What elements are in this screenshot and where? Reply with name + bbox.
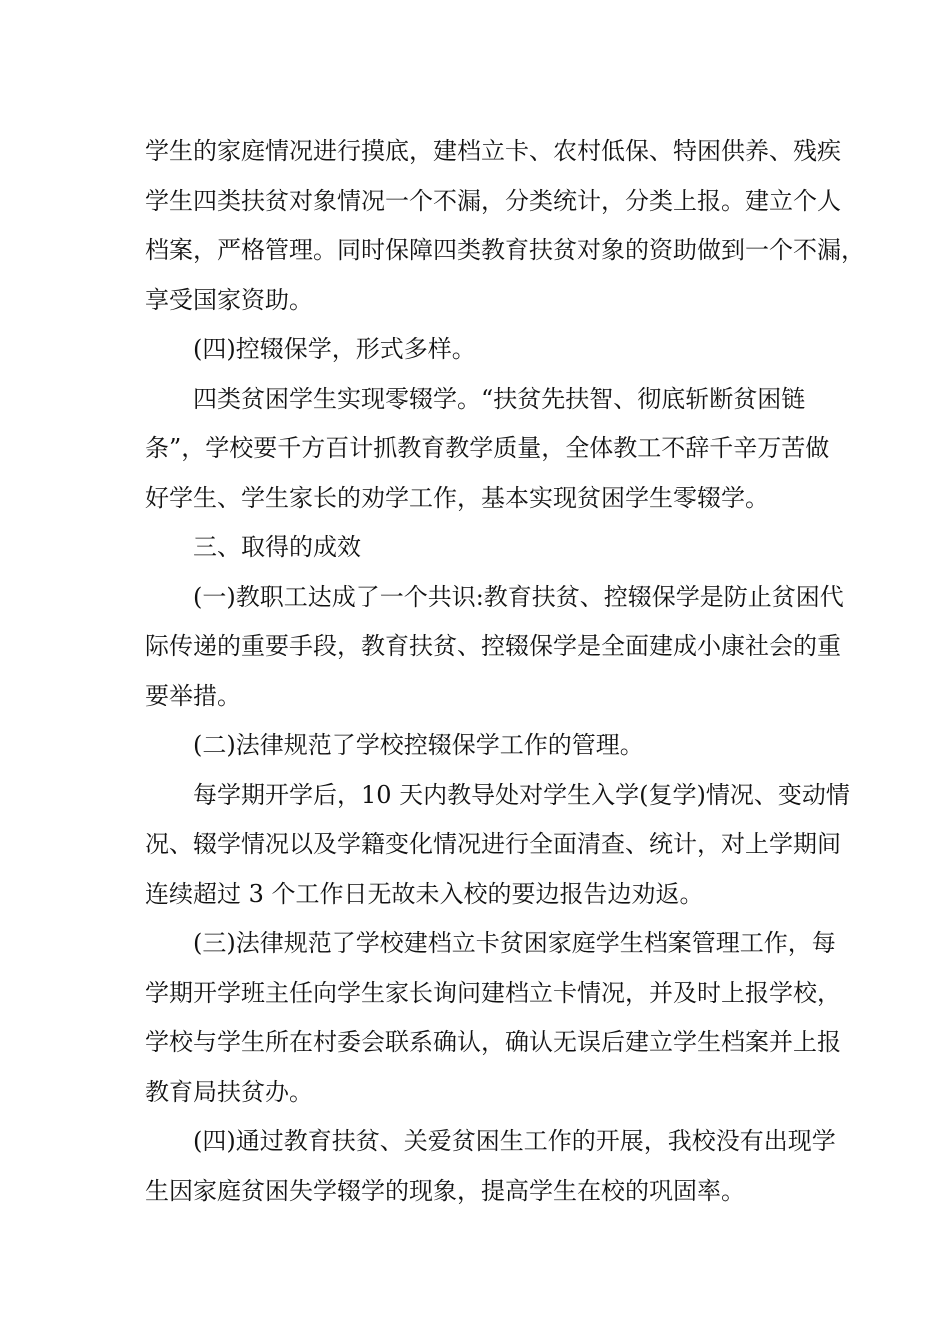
paragraph-semester-check bbox=[145, 771, 850, 920]
text-line: 学期开学班主任向学生家长询问建档立卡情况，并及时上报学校， bbox=[145, 978, 841, 1007]
paragraph-zero-dropout bbox=[145, 375, 830, 524]
paragraph-family-survey bbox=[145, 127, 865, 325]
text-line: 三、取得的成效 bbox=[193, 533, 361, 561]
text-line: 享受国家资助。 bbox=[145, 285, 313, 314]
document-body bbox=[145, 127, 865, 1216]
paragraph-result-no-dropout bbox=[145, 1117, 836, 1216]
text-line: 四类贫困学生实现零辍学。“扶贫先扶智、彻底斩断贫困链 bbox=[193, 384, 806, 413]
text-line: 教育局扶贫办。 bbox=[145, 1077, 313, 1106]
text-line: (一)教职工达成了一个共识:教育扶贫、控辍保学是防止贫困代 bbox=[193, 582, 844, 611]
text-line: (二)法律规范了学校控辍保学工作的管理。 bbox=[193, 731, 644, 759]
text-line: 况、辍学情况以及学籍变化情况进行全面清查、统计，对上学期间 bbox=[145, 830, 841, 858]
text-line: 连续超过 3 个工作日无故未入校的要边报告边劝返。 bbox=[145, 879, 704, 908]
text-line: 要举措。 bbox=[145, 681, 241, 710]
heading-dropout-control bbox=[145, 325, 825, 375]
text-line: 条”，学校要千方百计抓教育教学质量，全体教工不辞千辛万苦做 bbox=[145, 434, 830, 462]
text-line: 学生四类扶贫对象情况一个不漏，分类统计，分类上报。建立个人 bbox=[145, 186, 841, 215]
paragraph-result-consensus bbox=[145, 573, 844, 722]
text-line: 学校与学生所在村委会联系确认，确认无误后建立学生档案并上报 bbox=[145, 1028, 841, 1056]
text-line: (三)法律规范了学校建档立卡贫困家庭学生档案管理工作，每 bbox=[193, 929, 836, 957]
text-line: 档案，严格管理。同时保障四类教育扶贫对象的资助做到一个不漏， bbox=[145, 236, 865, 264]
text-line: (四)通过教育扶贫、关爱贫困生工作的开展，我校没有出现学 bbox=[193, 1127, 836, 1155]
text-line: (四)控辍保学，形式多样。 bbox=[193, 335, 476, 363]
text-line: 生因家庭贫困失学辍学的现象，提高学生在校的巩固率。 bbox=[145, 1176, 745, 1205]
text-line: 学生的家庭情况进行摸底，建档立卡、农村低保、特困供养、残疾 bbox=[145, 137, 841, 165]
section-heading-results bbox=[145, 523, 825, 573]
paragraph-result-archives bbox=[145, 919, 841, 1117]
text-line: 际传递的重要手段，教育扶贫、控辍保学是全面建成小康社会的重 bbox=[145, 632, 841, 660]
heading-result-management bbox=[145, 721, 825, 771]
text-line: 每学期开学后，10 天内教导处对学生入学(复学)情况、变动情 bbox=[193, 780, 850, 809]
text-line: 好学生、学生家长的劝学工作，基本实现贫困学生零辍学。 bbox=[145, 483, 769, 512]
